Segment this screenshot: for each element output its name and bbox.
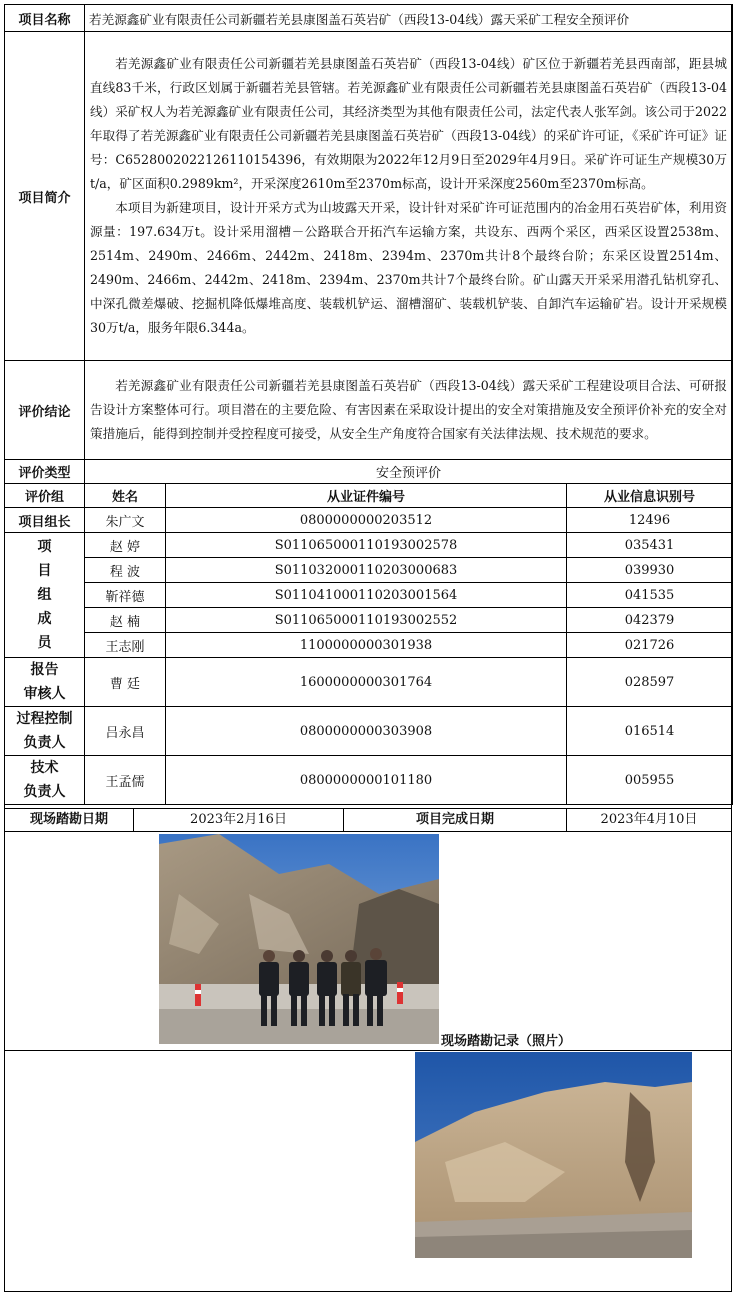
member-name: 赵 婷 <box>85 533 166 558</box>
info-table <box>4 4 733 805</box>
complete-date-label: 项目完成日期 <box>344 809 567 831</box>
photo-divider <box>4 1050 732 1051</box>
reviewer-label <box>5 658 85 707</box>
intro-paragraph-2: 本项目为新建项目，设计开采方式为山坡露天开采，设计针对采矿许可证范围内的冶金用石英岩矿体，利用资源量：197.634万t。设计采用溜槽－公路联合开拓汽车运输方案，共设东、西两个采区，西采区设置2538m、2514m、2490m、2466m、2442m、2418m、2394m、2370m共计8个最终台阶；东采区设置2514m、2490m、2466m、2442m、2418m、2394m、2370m共计7个最终台阶。矿山露天开采采用潜孔钻机穿孔、中深孔微差爆破、挖掘机降低爆堆高度、装载机铲运、溜槽溜矿、装载机铲装、自卸汽车运输矿岩。设计开采规模30万t/a，服务年限6.344a。 <box>90 200 728 335</box>
member-cert: 1100000000301938 <box>166 633 567 658</box>
process-label-line2: 负责人 <box>23 735 66 751</box>
col-header-group: 评价组 <box>5 484 85 508</box>
member-id: 035431 <box>567 533 733 558</box>
col-header-name: 姓名 <box>85 484 166 508</box>
member-cert: S011032000110203000683 <box>166 558 567 583</box>
photo-caption: 现场踏勘记录（照片） <box>441 1034 572 1049</box>
survey-date-label: 现场踏勘日期 <box>5 809 134 831</box>
member-id: 042379 <box>567 608 733 633</box>
tech-cert: 0800000000101180 <box>166 756 567 805</box>
reviewer-label-line2: 审核人 <box>23 686 66 702</box>
reviewer-cert: 1600000000301764 <box>166 658 567 707</box>
members-label-char: 项 <box>37 539 52 555</box>
project-intro-label: 项目简介 <box>5 32 85 361</box>
tech-name: 王孟儒 <box>85 756 166 805</box>
member-id: 041535 <box>567 583 733 608</box>
col-header-cert: 从业证件编号 <box>166 484 567 508</box>
member-cert: S011065000110193002552 <box>166 608 567 633</box>
process-label-line1: 过程控制 <box>16 711 73 727</box>
reviewer-label-line1: 报告 <box>30 662 59 678</box>
eval-type-label: 评价类型 <box>5 460 85 484</box>
member-name: 靳祥德 <box>85 583 166 608</box>
col-header-id: 从业信息识别号 <box>567 484 733 508</box>
leader-cert: 0800000000203512 <box>166 508 567 533</box>
project-name-value: 若羌源鑫矿业有限责任公司新疆若羌县康图盖石英岩矿（西段13-04线）露天采矿工程安全预评价 <box>85 5 733 32</box>
conclusion-text: 若羌源鑫矿业有限责任公司新疆若羌县康图盖石英岩矿（西段13-04线）露天采矿工程建设项目合法、可研报告设计方案整体可行。项目潜在的主要危险、有害因素在采取设计提出的安全对策措施及安全预评价补充的安全对策措施后，能得到控制并受控程度可接受，从安全生产角度符合国家有关法律法规、技术规范的要求。 <box>90 378 728 441</box>
site-slope-photo <box>415 1052 692 1258</box>
leader-name: 朱广文 <box>85 508 166 533</box>
tech-label-line1: 技术 <box>30 760 59 776</box>
members-label-char: 成 <box>37 611 52 627</box>
reviewer-name: 曹 廷 <box>85 658 166 707</box>
site-team-photo <box>159 834 439 1044</box>
reviewer-id: 028597 <box>567 658 733 707</box>
intro-paragraph-1: 若羌源鑫矿业有限责任公司新疆若羌县康图盖石英岩矿（西段13-04线）矿区位于新疆若羌县西南部，距县城直线83千米，行政区划属于新疆若羌县管辖。若羌源鑫矿业有限责任公司新疆若羌县康图盖石英岩矿（西段13-04线）采矿权人为若羌源鑫矿业有限责任公司，其经济类型为其他有限责任公司，法定代表人张军剑。该公司于2022年取得了若羌源鑫矿业有限责任公司新疆若羌县康图盖石英岩矿（西段13-04线）的采矿许可证，《采矿许可证》证号：C6528002022126110154396，有效期限为2022年12月9日至2029年4月9日。采矿许可证生产规模30万t/a，矿区面积0.2989km²，开采深度2610m至2370m标高，设计开采深度2560m至2370m标高。 <box>90 56 728 191</box>
member-name: 赵 楠 <box>85 608 166 633</box>
project-intro-cell <box>85 32 733 361</box>
leader-id: 12496 <box>567 508 733 533</box>
process-label <box>5 707 85 756</box>
conclusion-label: 评价结论 <box>5 361 85 460</box>
process-cert: 0800000000303908 <box>166 707 567 756</box>
tech-label-line2: 负责人 <box>23 784 66 800</box>
member-cert: S011065000110193002578 <box>166 533 567 558</box>
member-name: 程 波 <box>85 558 166 583</box>
member-id: 039930 <box>567 558 733 583</box>
dates-row <box>4 808 732 832</box>
tech-label <box>5 756 85 805</box>
tech-id: 005955 <box>567 756 733 805</box>
members-label-char: 员 <box>37 635 52 651</box>
process-name: 吕永昌 <box>85 707 166 756</box>
members-label <box>5 533 85 658</box>
complete-date-value: 2023年4月10日 <box>600 812 698 827</box>
members-label-char: 目 <box>37 563 52 579</box>
member-cert: S011041000110203001564 <box>166 583 567 608</box>
project-name-label: 项目名称 <box>5 5 85 32</box>
eval-type-value: 安全预评价 <box>85 460 733 484</box>
leader-label: 项目组长 <box>5 508 85 533</box>
survey-date-value: 2023年2月16日 <box>134 809 344 831</box>
member-name: 王志刚 <box>85 633 166 658</box>
process-id: 016514 <box>567 707 733 756</box>
member-id: 021726 <box>567 633 733 658</box>
conclusion-cell <box>85 361 733 460</box>
members-label-char: 组 <box>37 587 52 603</box>
